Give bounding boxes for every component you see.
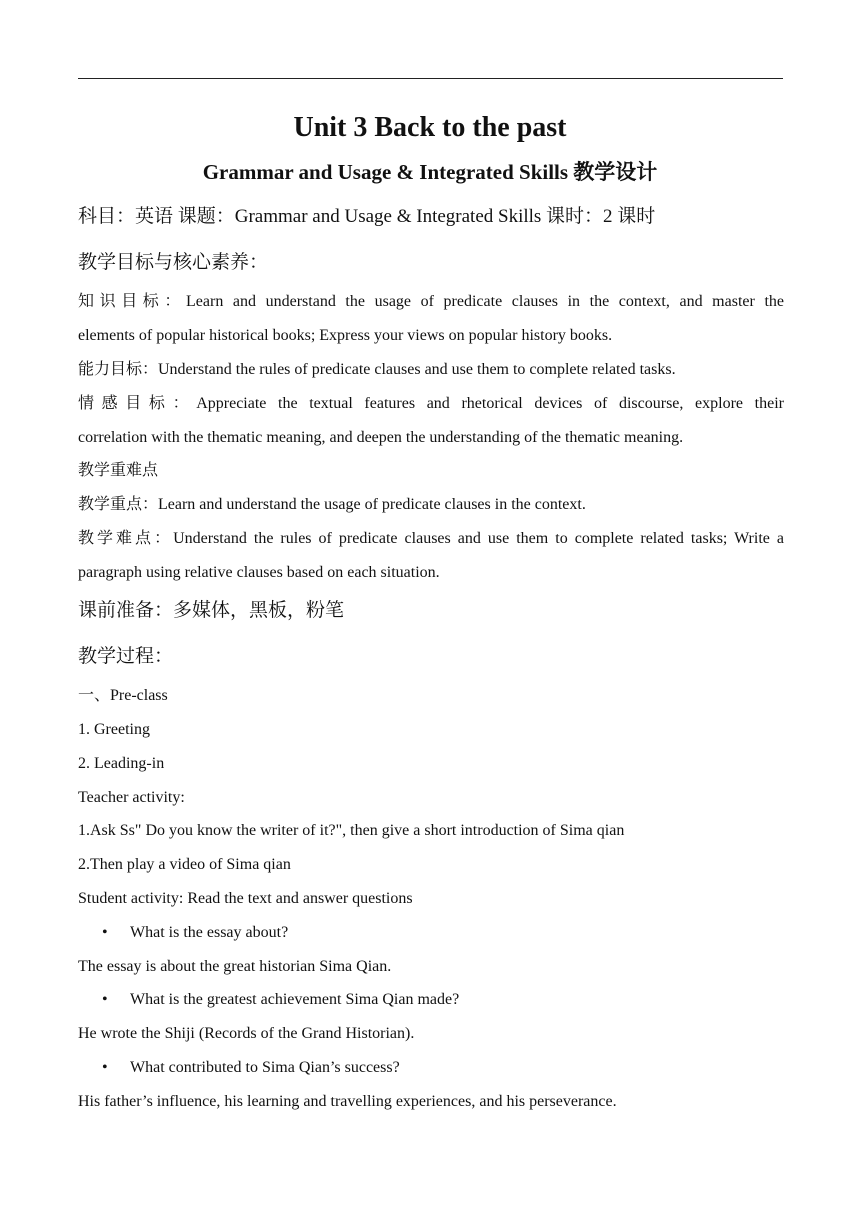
document-title: Unit 3 Back to the past: [293, 112, 567, 143]
question-text: What contributed to Sima Qian’s success?: [130, 1059, 400, 1076]
teacher-activity-label: Teacher activity:: [78, 789, 185, 806]
knowledge-objective-line1: 知识目标：Learn and understand the usage of predicate clauses in the context, and master the: [78, 293, 784, 310]
bullet-icon: •: [102, 1059, 108, 1076]
question-item: [102, 1057, 808, 1079]
question-text: What is the essay about?: [130, 924, 289, 941]
section-pre-class: 一、Pre-class: [78, 687, 168, 704]
answer-text: His father’s influence, his learning and travelling experiences, and his perseverance.: [78, 1093, 617, 1110]
keypoints-heading: 教学重难点: [78, 462, 159, 479]
ability-objective: 能力目标：Understand the rules of predicate clauses and use them to complete related tasks.: [78, 361, 676, 378]
header-rule: [78, 78, 783, 79]
preparation-line: 课前准备：多媒体，黑板，粉笔: [78, 600, 345, 621]
meta-line: 科目：英语 课题：Grammar and Usage & Integrated Skills 课时：2 课时: [78, 206, 656, 227]
step-greeting: 1. Greeting: [78, 721, 150, 738]
answer-text: He wrote the Shiji (Records of the Grand Historian).: [78, 1025, 415, 1042]
process-heading: 教学过程：: [78, 646, 174, 667]
teaching-difficulty-line1: 教学难点：Understand the rules of predicate clauses and use them to complete related tasks; Write a: [78, 530, 784, 547]
question-item: [102, 989, 808, 1011]
teacher-activity-2: 2.Then play a video of Sima qian: [78, 856, 291, 873]
bullet-icon: •: [102, 924, 108, 941]
student-activity-label: Student activity: Read the text and answer questions: [78, 890, 413, 907]
answer-text: The essay is about the great historian Sima Qian.: [78, 958, 392, 975]
question-item: [102, 922, 808, 944]
emotion-objective-line1: 情感目标：Appreciate the textual features and rhetorical devices of discourse, explore their: [78, 395, 784, 412]
teaching-difficulty-line2: paragraph using relative clauses based on each situation.: [78, 564, 440, 581]
step-leading-in: 2. Leading-in: [78, 755, 165, 772]
question-text: What is the greatest achievement Sima Qian made?: [130, 991, 460, 1008]
bullet-icon: •: [102, 991, 108, 1008]
knowledge-objective-line2: elements of popular historical books; Express your views on popular history books.: [78, 327, 613, 344]
document-subtitle: Grammar and Usage & Integrated Skills 教学设计: [202, 160, 658, 184]
teaching-focus: 教学重点：Learn and understand the usage of predicate clauses in the context.: [78, 496, 586, 513]
emotion-objective-line2: correlation with the thematic meaning, and deepen the understanding of the thematic meaning.: [78, 429, 684, 446]
teacher-activity-1: 1.Ask Ss" Do you know the writer of it?", then give a short introduction of Sima qian: [78, 822, 625, 839]
objectives-heading: 教学目标与核心素养：: [78, 252, 269, 273]
